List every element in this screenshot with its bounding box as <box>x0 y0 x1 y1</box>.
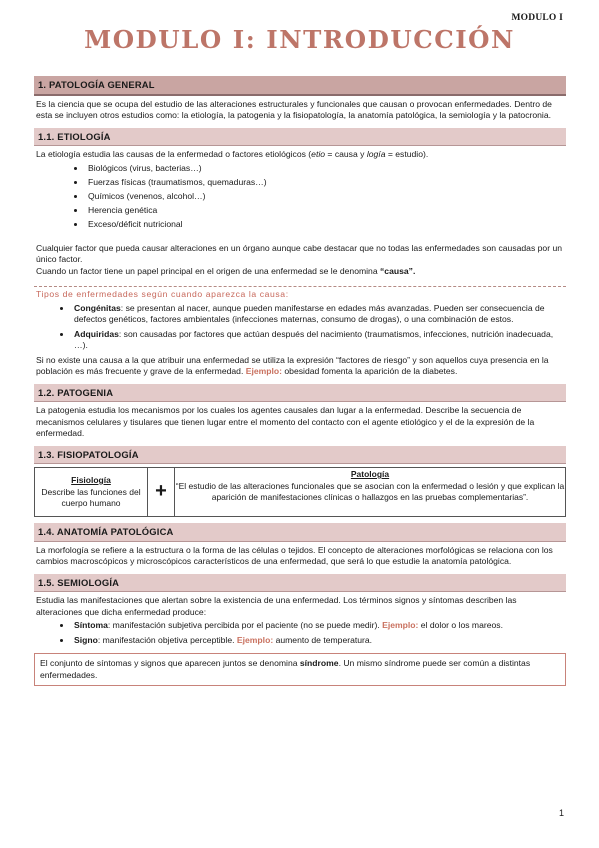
list-item: • Herencia genética <box>86 205 566 217</box>
paragraph-patogenia: La patogenia estudia los mecanismos por los cuales los agentes causales dan lugar a la enfermedad. Describe la secuencia de mecanismos celulares y tisulares que tienen lugar entre el momento del contacto con el agente etiológico y el de la expresión de la enfermedad. <box>36 405 535 438</box>
section-heading-patologia-general: 1. PATOLOGÍA GENERAL <box>34 76 566 96</box>
semiologia-list <box>34 620 566 646</box>
dashed-divider <box>34 286 566 287</box>
page-title: MODULO I: INTRODUCCIÓN <box>84 25 515 54</box>
list-item: • Fuerzas físicas (traumatismos, quemaduras…) <box>86 177 566 189</box>
section-heading-semiologia: 1.5. SEMIOLOGÍA <box>34 574 566 593</box>
list-item: • Síntoma: manifestación subjetiva percibida por el paciente (no se puede medir). Ejemplo: el dolor o los mareos. <box>72 620 566 632</box>
list-item: • Exceso/déficit nutricional <box>86 219 566 231</box>
fisiologia-text: Describe las funciones del cuerpo humano <box>41 486 141 508</box>
ejemplo-label: Ejemplo: <box>245 366 283 376</box>
paragraph-etiologia-intro: La etiología estudia las causas de la enfermedad o factores etiológicos (etio = causa y logía = estudio). <box>36 149 429 159</box>
sindrome-note-box: El conjunto de síntomas y signos que aparecen juntos se denomina síndrome. Un mismo síndrome puede ser común a distintas enfermedades. <box>34 653 566 686</box>
fisiologia-cell <box>35 468 148 516</box>
patologia-text: “El estudio de las alteraciones funcionales que se asocian con la enfermedad o lesión y que explican la aparición de manifestaciones clínicas o hallazgos en las pruebas complementarias”. <box>175 480 565 502</box>
list-item: • Signo: manifestación objetiva perceptible. Ejemplo: aumento de temperatura. <box>72 635 566 647</box>
paragraph-causa: Cuando un factor tiene un papel principal en el origen de una enfermedad se le denomina “causa”. <box>36 265 416 276</box>
paragraph-semiologia: Estudia las manifestaciones que alertan sobre la existencia de una enfermedad. Los términos signos y síntomas describen las alteraciones que dicha enfermedad produce: <box>36 595 517 617</box>
paragraph-factor: Cualquier factor que pueda causar alteraciones en un órgano aunque cabe destacar que no todas las enfermedades son causadas por un único factor. <box>36 242 563 264</box>
list-item: • Biológicos (virus, bacterias…) <box>86 163 566 175</box>
tipos-enfermedades-label: Tipos de enfermedades según cuando aparezca la causa: <box>36 289 289 299</box>
fisiopatologia-table <box>34 467 566 517</box>
page-number: 1 <box>558 808 564 818</box>
paragraph-anatomia-patologica: La morfología se refiere a la estructura o la forma de las células o tejidos. El concepto de alteraciones morfológicas se relaciona con los cambios macroscópicos y microscópicos característicos de una enfermedad, que será lo que estudie la anatomía patológica. <box>36 544 553 566</box>
paragraph-patologia-general: Es la ciencia que se ocupa del estudio de las alteraciones estructurales y funcionales que causan o provocan enfermedades. Dentro de esta se incluyen otros estudios como: la etiología, la patogenia y la fisiopatología, la anatomía patológica, la semiología y la patocronia. <box>36 98 552 120</box>
plus-icon: + <box>148 468 175 516</box>
section-heading-patogenia: 1.2. PATOGENIA <box>34 384 566 403</box>
list-item: • Adquiridas: son causadas por factores que actúan después del nacimiento (traumatismos, infecciones, nutrición inadecuada, …). <box>72 329 566 352</box>
fisiologia-title: Fisiología <box>71 475 111 485</box>
section-heading-fisiopatologia: 1.3. FISIOPATOLOGÍA <box>34 446 566 465</box>
list-item: • Químicos (venenos, alcohol…) <box>86 191 566 203</box>
section-heading-anatomia-patologica: 1.4. ANATOMÍA PATOLÓGICA <box>34 523 566 542</box>
section-heading-etiologia: 1.1. ETIOLOGÍA <box>34 128 566 147</box>
paragraph-factores-riesgo: Si no existe una causa a la que atribuir una enfermedad se utiliza la expresión “factores de riesgo” y son aquellos cuya presencia en la población es más frecuente y grave de la enfermedad. Ejemplo: obesidad fomenta la aparición de la diabetes. <box>36 354 549 376</box>
patologia-cell <box>175 468 565 516</box>
content-body <box>34 70 566 686</box>
etiologia-factor-list <box>34 163 566 231</box>
tipos-enfermedades-list <box>34 303 566 352</box>
patologia-title: Patología <box>350 469 390 479</box>
running-header: MODULO I <box>511 13 563 23</box>
list-item: • Congénitas: se presentan al nacer, aunque pueden manifestarse en edades más avanzadas. Pueden ser consecuencia de defectos genéticos, factores ambientales (infecciones maternas, consumo de drogas), o una combinación de estos. <box>72 303 566 326</box>
